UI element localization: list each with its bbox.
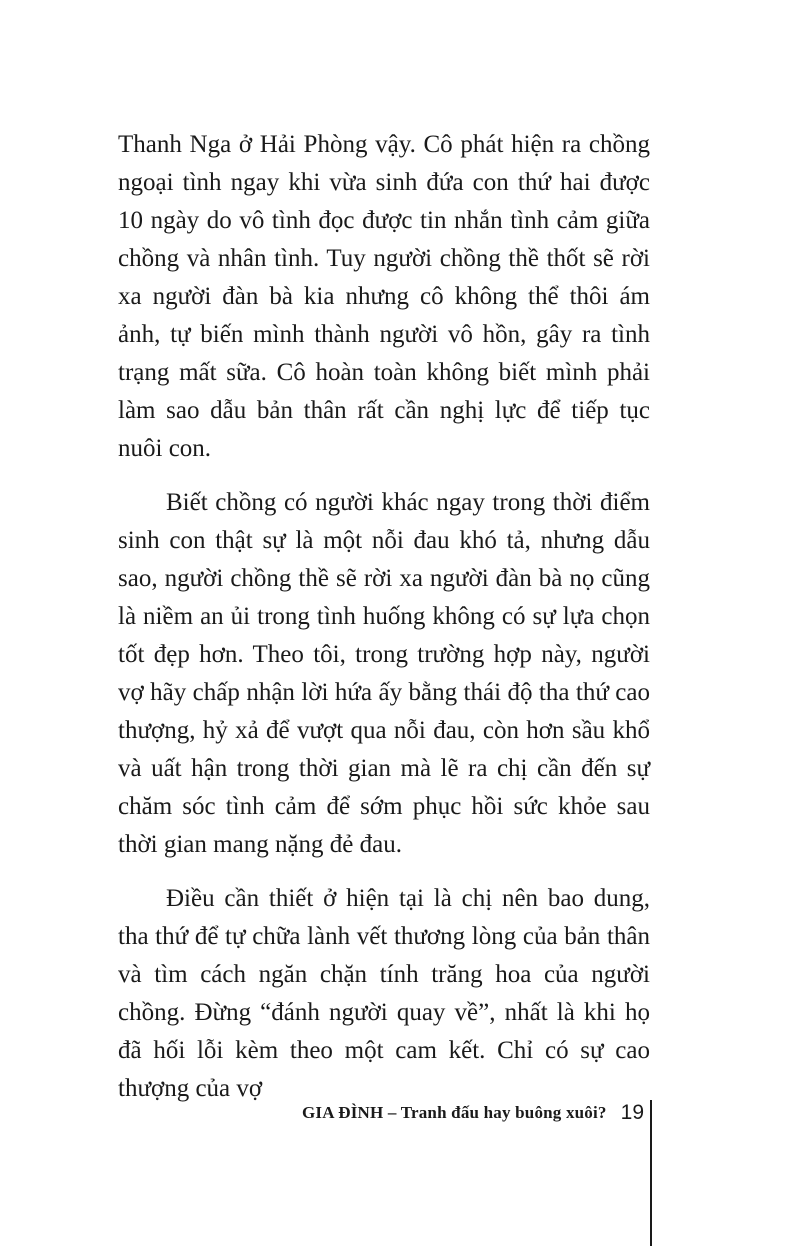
page-number: 19 [620,1101,644,1124]
running-head: GIA ĐÌNH – Tranh đấu hay buông xuôi? [301,1103,607,1122]
page-footer [280,1098,644,1128]
body-text [118,126,650,1124]
paragraph-3: Điều cần thiết ở hiện tại là chị nên bao dung, tha thứ để tự chữa lành vết thương lòng của bản thân và tìm cách ngăn chặn tính trăng hoa của người chồng. Đừng “đánh người quay về”, nhất là khi họ đã hối lỗi kèm theo một cam kết. Chỉ có sự cao thượng của vợ [118,885,650,1102]
paragraph-2: Biết chồng có người khác ngay trong thời điểm sinh con thật sự là một nỗi đau khó tả, nhưng dẫu sao, người chồng thề sẽ rời xa người đàn bà nọ cũng là niềm an ủi trong tình huống không có sự lựa chọn tốt đẹp hơn. Theo tôi, trong trường hợp này, người vợ hãy chấp nhận lời hứa ấy bằng thái độ tha thứ cao thượng, hỷ xả để vượt qua nỗi đau, còn hơn sầu khổ và uất hận trong thời gian mà lẽ ra chị cần đến sự chăm sóc tình cảm để sớm phục hồi sức khỏe sau thời gian mang nặng đẻ đau. [118,489,650,858]
paragraph-1: Thanh Nga ở Hải Phòng vậy. Cô phát hiện ra chồng ngoại tình ngay khi vừa sinh đứa con thứ hai được 10 ngày do vô tình đọc được tin nhắn tình cảm giữa chồng và nhân tình. Tuy người chồng thề thốt sẽ rời xa người đàn bà kia nhưng cô không thể thôi ám ảnh, tự biến mình thành người vô hồn, gây ra tình trạng mất sữa. Cô hoàn toàn không biết mình phải làm sao dẫu bản thân rất cần nghị lực để tiếp tục nuôi con. [118,131,650,462]
footer-vertical-rule [650,1100,652,1246]
